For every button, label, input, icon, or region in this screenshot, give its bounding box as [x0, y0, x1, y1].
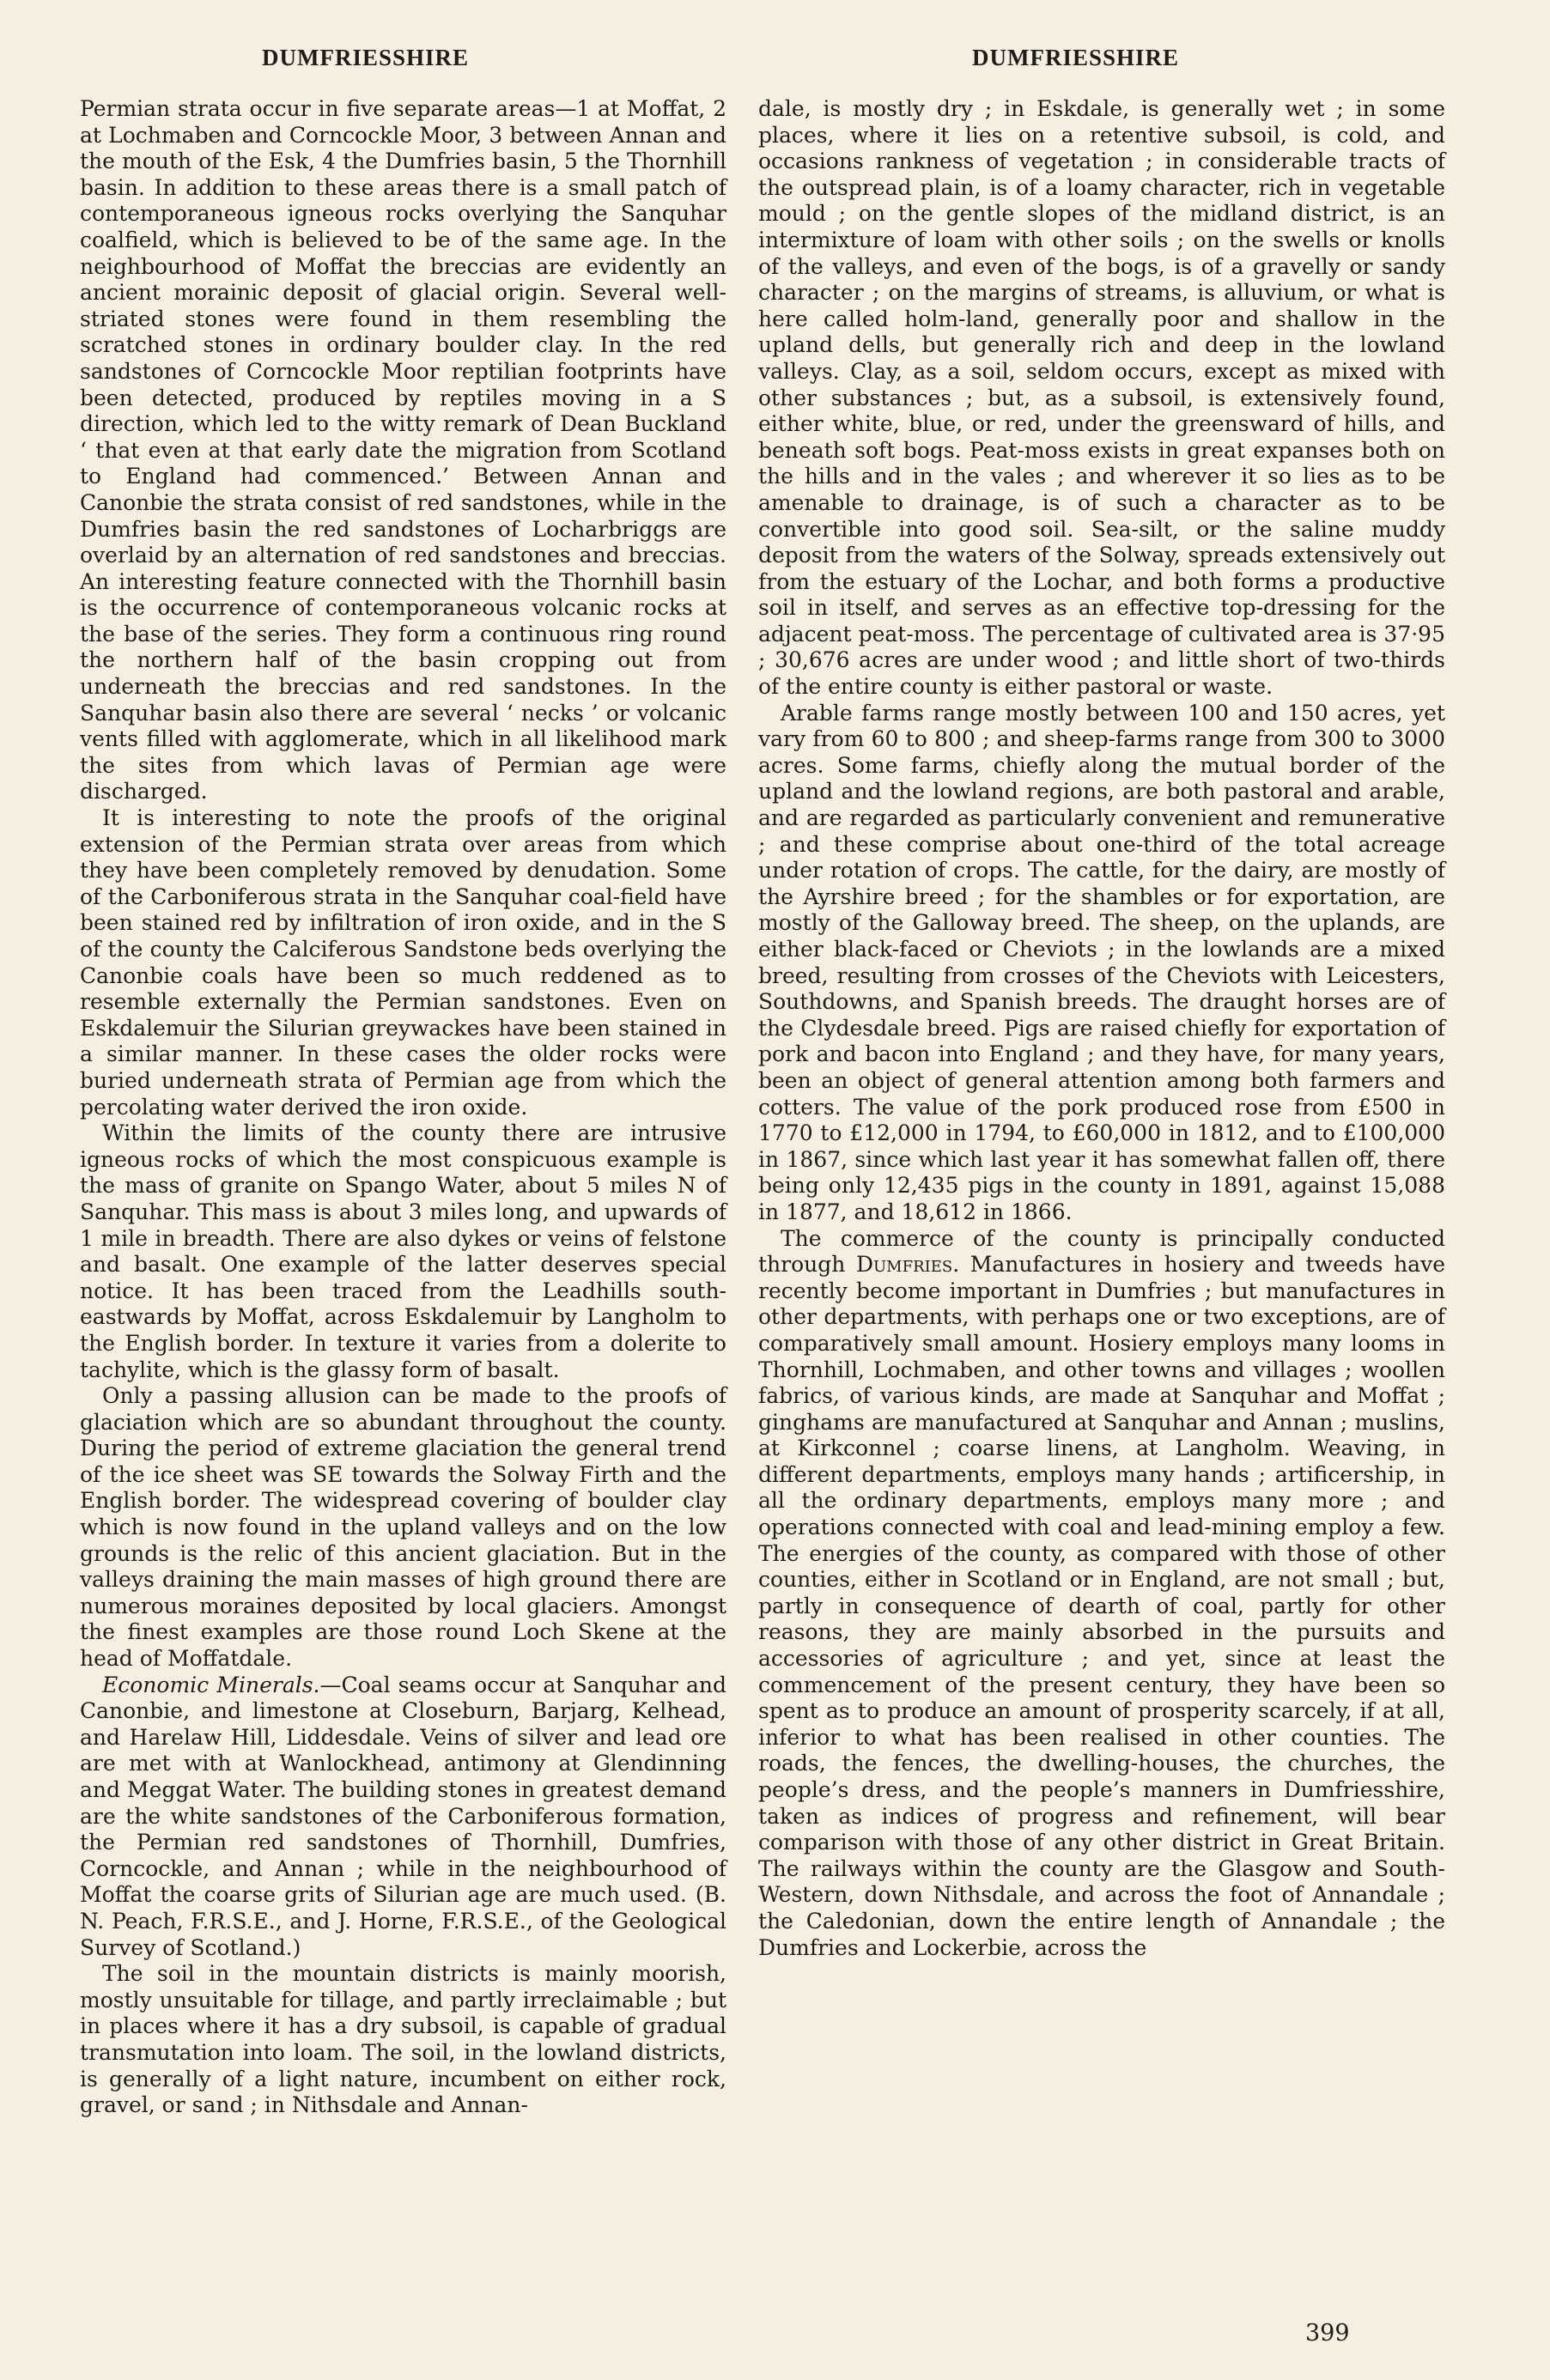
paragraph-commerce [758, 1226, 1445, 1962]
commerce-text-rest: Manufactures in hosiery and tweeds have recently become important in Dumfries ; but manufactures in other departments, with perhaps one or two exceptions, are of comparatively small amount. Hosiery employs many looms in Thornhill, Lochmaben, and other towns and villages ; woollen fabrics, of various kinds, are made at Sanquhar and Moffat ; ginghams are manufactured at Sanquhar and Annan ; muslins, at Kirkconnel ; coarse linens, at Langholm. Weaving, in different departments, employs many hands ; artificership, in all the ordinary departments, employs many more ; and operations connected with coal and lead-mining employ a few. The energies of the county, as compared with those of other counties, either in Scotland or in England, are not small ; but, partly in consequence of dearth of coal, partly for other reasons, they are mainly absorbed in the pursuits and accessories of agriculture ; and yet, since at least the commencement of the present century, they have been so spent as to produce an amount of prosperity scarcely, if at all, inferior to what has been realised in other counties. The roads, the fences, the dwelling-houses, the churches, the people’s dress, and the people’s manners in Dumfriesshire, taken as indices of progress and refinement, will bear comparison with those of any other district in Great Britain. The railways within the county are the Glasgow and South-Western, down Nithsdale, and across the foot of Annandale ; the Caledonian, down the entire length of Annandale ; the Dumfries and Lockerbie, across the [758, 1252, 1446, 1960]
running-head-left: DUMFRIESSHIRE [262, 45, 470, 70]
commerce-text-start: The commerce of the county is principally conducted through [758, 1225, 1445, 1278]
paragraph-glaciation: Only a passing allusion can be made to the proofs of glaciation which are so abundant throughout the county. During the period of extreme glaciation the general trend of the ice sheet was SE towards the Solway Firth and the English border. The widespread covering of boulder clay which is now found in the upland valleys and on the low grounds is the relic of this ancient glaciation. But in the valleys draining the main masses of high ground there are numerous moraines deposited by local glaciers. Amongst the finest examples are those round Loch Skene at the head of Moffatdale. [80, 1383, 726, 1672]
running-head-right: DUMFRIESSHIRE [972, 45, 1180, 70]
paragraph-soil-continued: dale, is mostly dry ; in Eskdale, is generally wet ; in some places, where it lies on a retentive subsoil, is cold, and occasions rankness of vegetation ; in considerable tracts of the outspread plain, is of a loamy character, rich in vegetable mould ; on the gentle slopes of the midland district, is an intermixture of loam with other soils ; on the swells or knolls of the valleys, and even of the bogs, is of a gravelly or sandy character ; on the margins of streams, is alluvium, or what is here called holm-land, generally poor and shallow in the upland dells, but generally rich and deep in the lowland valleys. Clay, as a soil, seldom occurs, except as mixed with other substances ; but, as a subsoil, is extensively found, either white, blue, or red, under the greensward of hills, and beneath soft bogs. Peat-moss exists in great expanses both on the hills and in the vales ; and wherever it so lies as to be amenable to drainage, is of such a character as to be convertible into good soil. Sea-silt, or the saline muddy deposit from the waters of the Solway, spreads extensively out from the estuary of the Lochar, and both forms a productive soil in itself, and serves as an effective top-dressing for the adjacent peat-moss. The percentage of cultivated area is 37·95 ; 30,676 acres are under wood ; and little short of two-thirds of the entire county is either pastoral or waste. [758, 96, 1445, 700]
economic-minerals-text: —Coal seams occur at Sanquhar and Canonbie, and limestone at Closeburn, Barjarg, Kelhead, and Harelaw Hill, Liddesdale. Veins of silver and lead ore are met with at Wanlockhead, antimony at Glendinning and Meggat Water. The building stones in greatest demand are the white sandstones of the Carboniferous formation, the Permian red sandstones of Thornhill, Dumfries, Corncockle, and Annan ; while in the neighbourhood of Moffat the coarse grits of Silurian age are much used. (B. N. Peach, F.R.S.E., and J. Horne, F.R.S.E., of the Geological Survey of Scotland.) [80, 1672, 726, 1960]
paragraph-igneous-rocks: Within the limits of the county there are intrusive igneous rocks of which the most conspicuous example is the mass of granite on Spango Water, about 5 miles N of Sanquhar. This mass is about 3 miles long, and upwards of 1 mile in breadth. There are also dykes or veins of felstone and basalt. One example of the latter deserves special notice. It has been traced from the Leadhills south-eastwards by Moffat, across Eskdalemuir by Langholm to the English border. In texture it varies from a dolerite to tachylite, which is the glassy form of basalt. [80, 1120, 726, 1382]
right-column [758, 96, 1445, 1961]
paragraph-farms-livestock: Arable farms range mostly between 100 and 150 acres, yet vary from 60 to 800 ; and sheep-farms range from 300 to 3000 acres. Some farms, chiefly along the mutual border of the upland and the lowland regions, are both pastoral and arable, and are regarded as particularly convenient and remunerative ; and these comprise about one-third of the total acreage under rotation of crops. The cattle, for the dairy, are mostly of the Ayrshire breed ; for the shambles or for exportation, are mostly of the Galloway breed. The sheep, on the uplands, are either black-faced or Cheviots ; in the lowlands are a mixed breed, resulting from crosses of the Cheviots with Leicesters, Southdowns, and Spanish breeds. The draught horses are of the Clydesdale breed. Pigs are raised chiefly for exportation of pork and bacon into England ; and they have, for many years, been an object of general attention among both farmers and cotters. The value of the pork produced rose from £500 in 1770 to £12,000 in 1794, to £60,000 in 1812, and to £100,000 in 1867, since which last year it has somewhat fallen off, there being only 12,435 pigs in the county in 1891, against 15,088 in 1877, and 18,612 in 1866. [758, 700, 1445, 1224]
paragraph-permian-extension: It is interesting to note the proofs of the original extension of the Permian strata over areas from which they have been completely removed by denudation. Some of the Carboniferous strata in the Sanquhar coal-field have been stained red by infiltration of iron oxide, and in the S of the county the Calciferous Sandstone beds overlying the Canonbie coals have been so much reddened as to resemble externally the Permian sandstones. Even on Eskdalemuir the Silurian greywackes have been stained in a similar manner. In these cases the older rocks were buried underneath strata of Permian age from which the percolating water derived the iron oxide. [80, 805, 726, 1120]
page-number: 399 [1305, 2320, 1350, 2347]
paragraph-soil-mountain: The soil in the mountain districts is mainly moorish, mostly unsuitable for tillage, and partly irreclaimable ; but in places where it has a dry subsoil, is capable of gradual transmutation into loam. The soil, in the lowland districts, is generally of a light nature, incumbent on either rock, gravel, or sand ; in Nithsdale and Annan- [80, 1961, 726, 2118]
paragraph-permian-areas: Permian strata occur in five separate areas—1 at Moffat, 2 at Lochmaben and Corncockle Moor, 3 between Annan and the mouth of the Esk, 4 the Dumfries basin, 5 the Thornhill basin. In addition to these areas there is a small patch of contemporaneous igneous rocks overlying the Sanquhar coalfield, which is believed to be of the same age. In the neighbourhood of Moffat the breccias are evidently an ancient morainic deposit of glacial origin. Several well-striated stones were found in them resembling the scratched stones in ordinary boulder clay. In the red sandstones of Corncockle Moor reptilian footprints have been detected, produced by reptiles moving in a S direction, which led to the witty remark of Dean Buckland ‘ that even at that early date the migration from Scotland to England had commenced.’ Between Annan and Canonbie the strata consist of red sandstones, while in the Dumfries basin the red sandstones of Locharbriggs are overlaid by an alternation of red sandstones and breccias. An interesting feature connected with the Thornhill basin is the occurrence of contemporaneous volcanic rocks at the base of the series. They form a continuous ring round the northern half of the basin cropping out from underneath the breccias and red sandstones. In the Sanquhar basin also there are several ‘ necks ’ or volcanic vents filled with agglomerate, which in all likelihood mark the sites from which lavas of Permian age were discharged. [80, 96, 726, 804]
left-column [80, 96, 726, 2119]
cross-reference-dumfries: Dumfries. [855, 1252, 960, 1278]
economic-minerals-heading: Economic Minerals. [102, 1672, 320, 1697]
paragraph-economic-minerals [80, 1673, 726, 1962]
